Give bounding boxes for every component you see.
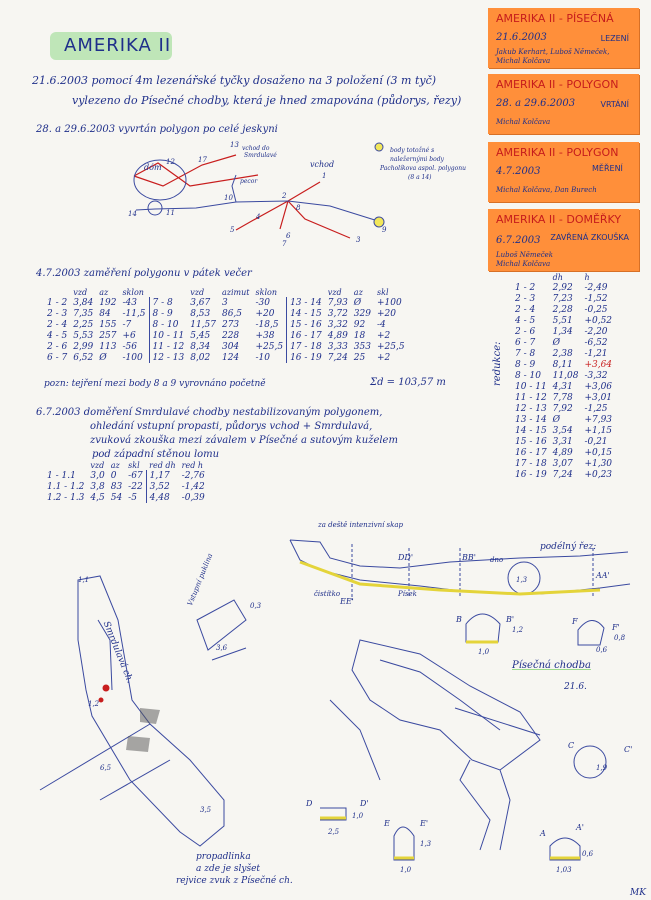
table-cell: -10: [255, 352, 270, 363]
table-cell: 113: [99, 341, 117, 352]
table-cell: 1 - 2: [515, 282, 536, 293]
note-title: AMERIKA II - PÍSEČNÁ: [496, 12, 614, 25]
table-cell: 3: [221, 297, 228, 308]
table-cell: 16 - 17: [515, 447, 547, 458]
table-header: az: [353, 288, 363, 297]
s3-line: pod západní stěnou lomu: [92, 449, 220, 460]
table-cell: 7,35: [73, 308, 94, 319]
table-cell: 4 - 5: [47, 330, 68, 341]
table-cell: 8,11: [552, 359, 573, 370]
table-cell: 3,0: [90, 470, 105, 481]
table-cell: 15 - 16: [515, 436, 547, 447]
note-type: LEZENÍ: [600, 34, 629, 43]
table-cell: 228: [221, 330, 240, 341]
svg-text:EE': EE': [340, 597, 354, 606]
table-cell: +2: [376, 352, 391, 363]
svg-text:0,6: 0,6: [582, 850, 594, 858]
svg-text:1,0: 1,0: [400, 866, 412, 874]
table-cell: 8,53: [190, 308, 211, 319]
table-header: sklon: [122, 288, 144, 297]
table-cell: 4,5: [90, 492, 105, 503]
table-cell: Ø: [353, 297, 362, 308]
table-header: vzd: [190, 288, 205, 297]
svg-text:11: 11: [166, 209, 175, 217]
svg-text:A: A: [540, 829, 546, 838]
note-date: 28. a 29.6.2003: [496, 98, 576, 109]
svg-text:2: 2: [282, 192, 287, 200]
svg-text:F': F': [612, 623, 620, 632]
table-cell: 2,99: [73, 341, 94, 352]
svg-text:naležernými body: naležernými body: [390, 156, 444, 163]
table-header: dh: [552, 273, 563, 282]
table-cell: 124: [221, 352, 240, 363]
table-header: skl: [128, 461, 140, 470]
table-cell: 6,52: [73, 352, 94, 363]
svg-text:DD': DD': [398, 553, 414, 562]
table-cell: 2,28: [552, 304, 573, 315]
table-cell: Ø: [552, 414, 561, 425]
table-header: h: [584, 273, 590, 282]
table-cell: 4 - 5: [515, 315, 536, 326]
table-cell: 16 - 19: [515, 469, 547, 480]
table-cell: 4,48: [146, 492, 179, 503]
table-cell: 3,32: [327, 319, 348, 330]
svg-text:body totožné s: body totožné s: [390, 147, 435, 154]
table-cell: +25,5: [376, 341, 405, 352]
table-header: azimut: [221, 288, 250, 297]
table-cell: -2,49: [584, 282, 608, 293]
table-cell: 18: [353, 330, 366, 341]
table-cell: 11,08: [552, 370, 579, 381]
svg-text:9: 9: [382, 226, 387, 234]
pisek-label: Písek: [398, 590, 417, 598]
table-header: vzd: [73, 288, 88, 297]
svg-text:B': B': [506, 615, 515, 624]
survey-sum: Σd = 103,57 m: [370, 377, 446, 388]
svg-text:C: C: [568, 741, 575, 750]
table-cell: 3,07: [552, 458, 573, 469]
table-cell: 13 - 14: [515, 414, 547, 425]
svg-text:6: 6: [286, 232, 291, 240]
svg-text:F: F: [572, 617, 578, 626]
svg-text:Smrdulavé: Smrdulavé: [244, 152, 277, 159]
svg-text:1,2: 1,2: [88, 700, 100, 708]
table-cell: Ø: [552, 337, 561, 348]
table-cell: 25: [353, 352, 366, 363]
table-cell: 1.1 - 1.2: [47, 481, 85, 492]
table-header: red h: [181, 461, 204, 470]
propadlinka-line: a zde je slyšet: [196, 864, 261, 874]
svg-text:0,3: 0,3: [250, 602, 262, 610]
pisecna-date: 21.6.: [564, 682, 587, 692]
table-cell: 7,24: [552, 469, 573, 480]
svg-text:vchod do: vchod do: [242, 145, 270, 152]
table-cell: +1,30: [584, 458, 613, 469]
svg-text:BB': BB': [462, 553, 476, 562]
table-cell: -1,42: [181, 481, 205, 492]
table-cell: 11,57: [190, 319, 216, 330]
table-cell: 329: [353, 308, 371, 319]
table-cell: 4,89: [552, 447, 573, 458]
svg-text:A': A': [576, 823, 584, 832]
table-cell: +25,5: [255, 341, 284, 352]
table-cell: 2,92: [552, 282, 573, 293]
svg-text:12: 12: [166, 158, 175, 166]
table-cell: 8 - 10: [515, 370, 541, 381]
table-cell: -0,21: [584, 436, 608, 447]
table-cell: -22: [128, 481, 143, 492]
note-people: Michal Kolčava: [496, 57, 551, 65]
table-cell: 2 - 4: [47, 319, 68, 330]
table-cell: 1.2 - 1.3: [47, 492, 85, 503]
table-cell: 3,8: [90, 481, 105, 492]
svg-text:1,9: 1,9: [596, 764, 608, 772]
table-cell: 7,93: [327, 297, 348, 308]
table-cell: 7 - 8: [515, 348, 536, 359]
note-people: Michal Kolčava: [496, 260, 551, 268]
reduce-label: redukce:: [492, 341, 503, 386]
svg-text:1,3: 1,3: [516, 576, 528, 584]
note-people: Michal Kolčava, Dan Burech: [496, 186, 597, 194]
table-cell: 5,53: [73, 330, 94, 341]
svg-text:14: 14: [128, 210, 137, 218]
table-cell: -18,5: [255, 319, 279, 330]
table-cell: -1,52: [584, 293, 608, 304]
table-cell: -0,25: [584, 304, 608, 315]
table-header: vzd: [90, 461, 105, 470]
svg-text:1,0: 1,0: [478, 648, 490, 656]
svg-text:17: 17: [198, 156, 207, 164]
table-cell: 10 - 11: [149, 330, 187, 341]
survey-heading: 4.7.2003 zaměření polygonu v pátek večer: [36, 268, 252, 279]
svg-text:13: 13: [230, 141, 239, 149]
dno-label: dno: [490, 556, 504, 564]
svg-text:1: 1: [322, 172, 327, 180]
table-cell: -1,21: [584, 348, 608, 359]
table-cell: 7,23: [552, 293, 573, 304]
note-date: 4.7.2003: [496, 166, 541, 177]
table-cell: +20: [255, 308, 275, 319]
table-cell: 13 - 14: [287, 297, 325, 308]
table-cell: 6 - 7: [47, 352, 68, 363]
table-cell: -100: [122, 352, 143, 363]
table-cell: 14 - 15: [515, 425, 547, 436]
table-cell: -2,20: [584, 326, 608, 337]
svg-text:1,3: 1,3: [420, 840, 432, 848]
table-cell: +6: [122, 330, 136, 341]
svg-text:0,6: 0,6: [596, 646, 608, 654]
table-cell: +0,15: [584, 447, 613, 458]
table-cell: 8,02: [190, 352, 211, 363]
table-cell: 83: [110, 481, 123, 492]
table-cell: 8 - 9: [515, 359, 536, 370]
table-cell: +1,15: [584, 425, 613, 436]
table-header: skl: [376, 288, 389, 297]
svg-text:B: B: [456, 615, 462, 624]
svg-text:3,6: 3,6: [216, 644, 228, 652]
svg-text:Pacholíkova aspol. polygonu: Pacholíkova aspol. polygonu: [380, 165, 466, 172]
table-cell: 84: [99, 308, 111, 319]
note-people: Jakub Kerhart, Luboš Němeček,: [496, 48, 610, 56]
svg-text:AA': AA': [596, 571, 610, 580]
table-cell: 304: [221, 341, 240, 352]
propadlinka-line: propadlinka: [196, 852, 251, 862]
table-cell: 3,33: [327, 341, 348, 352]
table-cell: +0,52: [584, 315, 613, 326]
svg-text:vchod: vchod: [310, 160, 335, 169]
table-cell: 11 - 12: [149, 341, 187, 352]
table-cell: 155: [99, 319, 117, 330]
table-cell: 17 - 18: [515, 458, 547, 469]
svg-text:2,5: 2,5: [328, 828, 340, 836]
table-header: vzd: [327, 288, 342, 297]
table-cell: -6,52: [584, 337, 608, 348]
table-cell: -11,5: [122, 308, 146, 319]
svg-text:D': D': [360, 799, 369, 808]
table-cell: 4,89: [327, 330, 348, 341]
svg-text:5: 5: [230, 226, 235, 234]
table-cell: -7: [122, 319, 132, 330]
table-cell: 12 - 13: [515, 403, 547, 414]
vstupni-label: Vstupní puklina: [186, 552, 215, 607]
table-cell: -30: [255, 297, 270, 308]
table-header: az: [110, 461, 120, 470]
table-cell: 7,92: [552, 403, 573, 414]
table-cell: 7,78: [552, 392, 573, 403]
svg-text:1,03: 1,03: [556, 866, 572, 874]
table-cell: -56: [122, 341, 137, 352]
svg-text:6,5: 6,5: [100, 764, 112, 772]
table-header: sklon: [255, 288, 277, 297]
table-cell: +0,23: [584, 469, 613, 480]
note-type: VRTÁNÍ: [600, 100, 629, 109]
note-date: 21.6.2003: [496, 32, 547, 43]
table-cell: 2 - 6: [515, 326, 536, 337]
svg-text:E': E': [420, 819, 429, 828]
table-cell: -2,76: [181, 470, 205, 481]
table-cell: -5: [128, 492, 137, 503]
svg-text:1,1: 1,1: [78, 576, 90, 584]
svg-text:C': C': [624, 745, 633, 754]
cistitko-label: čistítko: [314, 590, 341, 598]
table-cell: +3,06: [584, 381, 613, 392]
signature: MK: [630, 888, 646, 898]
table-cell: 10 - 11: [515, 381, 547, 392]
table-cell: 353: [353, 341, 371, 352]
table-cell: 16 - 17: [287, 330, 325, 341]
svg-text:pecor: pecor: [240, 178, 258, 185]
table-cell: -67: [128, 470, 143, 481]
smrdulava-label: Smrdulavá ch.: [100, 620, 135, 685]
table-cell: -43: [122, 297, 137, 308]
za-desti-label: za deště intenzivní skap: [318, 521, 404, 529]
table-cell: 2 - 3: [47, 308, 68, 319]
table-cell: 192: [99, 297, 117, 308]
table-cell: 5,45: [190, 330, 211, 341]
survey-note: pozn: tejření mezi body 8 a 9 vyrovnáno početně: [44, 379, 266, 389]
intro-line: vylezeno do Písečné chodby, která je hned zmapována (půdorys, řezy): [72, 94, 462, 107]
note-people: Michal Kolčava: [496, 118, 551, 126]
table-cell: 2 - 4: [515, 304, 536, 315]
table-cell: 17 - 18: [287, 341, 325, 352]
table-cell: 3,72: [327, 308, 348, 319]
table-cell: 2 - 3: [515, 293, 536, 304]
svg-text:D: D: [306, 799, 313, 808]
table-cell: +2: [376, 330, 391, 341]
table-cell: -4: [376, 319, 386, 330]
table-cell: 2 - 6: [47, 341, 68, 352]
table-cell: 3,54: [552, 425, 573, 436]
svg-text:4: 4: [256, 213, 261, 221]
table-cell: Ø: [99, 352, 107, 363]
table-cell: 2,38: [552, 348, 573, 359]
note-title: AMERIKA II - POLYGON: [496, 146, 619, 159]
svg-text:7: 7: [282, 240, 287, 248]
table-cell: 4,31: [552, 381, 573, 392]
table-cell: 273: [221, 319, 240, 330]
svg-text:3,5: 3,5: [200, 806, 212, 814]
table-header: red dh: [149, 461, 176, 470]
table-cell: 14 - 15: [287, 308, 325, 319]
table-cell: -3,32: [584, 370, 608, 381]
table-cell: 8,34: [190, 341, 211, 352]
table-cell: 257: [99, 330, 117, 341]
note-title: AMERIKA II - DOMĚŘKY: [496, 213, 622, 226]
svg-text:10: 10: [224, 194, 233, 202]
table-cell: 7 - 8: [149, 297, 187, 308]
table-cell: +38: [255, 330, 275, 341]
s3-line: 6.7.2003 doměření Smrdulavé chodby nestabilizovaným polygonem,: [36, 407, 383, 418]
note-type: MĚŘENÍ: [592, 164, 623, 173]
table-cell: 1,34: [552, 326, 573, 337]
table-cell: -1,25: [584, 403, 608, 414]
table-cell: 54: [110, 492, 123, 503]
svg-text:3: 3: [356, 236, 361, 244]
table-header: az: [99, 288, 109, 297]
s3-line: ohledání vstupní propasti, půdorys vchod + Smrdulavá,: [90, 421, 373, 432]
s3-line: zvuková zkouška mezi závalem v Písečné a sutovým kuželem: [90, 435, 398, 446]
table-cell: -0,39: [181, 492, 205, 503]
polygon-heading: 28. a 29.6.2003 vyvrtán polygon po celé jeskyni: [36, 124, 278, 135]
table-cell: 3,84: [73, 297, 94, 308]
table-cell: 16 - 19: [287, 352, 325, 363]
table-cell: 5,51: [552, 315, 573, 326]
sketch-label: dóm: [144, 163, 162, 172]
page-title: AMERIKA II: [64, 35, 172, 56]
pisecna-label: Písečná chodba: [512, 660, 591, 671]
table-cell: 11 - 12: [515, 392, 547, 403]
table-cell: 2,25: [73, 319, 94, 330]
table-cell: 15 - 16: [287, 319, 325, 330]
table-cell: 3,52: [146, 481, 179, 492]
table-cell: 86,5: [221, 308, 243, 319]
intro-line: 21.6.2003 pomocí 4m lezenářské tyčky dosaženo na 3 položení (3 m tyč): [32, 74, 437, 87]
svg-text:8: 8: [296, 204, 301, 212]
table-cell: 12 - 13: [149, 352, 187, 363]
svg-text:0,8: 0,8: [614, 634, 626, 642]
svg-text:E: E: [384, 819, 390, 828]
table-cell: +7,93: [584, 414, 613, 425]
table-cell: +3,01: [584, 392, 613, 403]
table-cell: 3,31: [552, 436, 573, 447]
svg-text:1,0: 1,0: [352, 812, 364, 820]
table-cell: 7,24: [327, 352, 348, 363]
table-cell: 1 - 1.1: [47, 470, 76, 481]
podelny-label: podélný řez:: [540, 542, 597, 552]
table-cell: 92: [353, 319, 366, 330]
table-cell: 3,67: [190, 297, 211, 308]
note-date: 6.7.2003: [496, 235, 541, 246]
table-cell: 0: [110, 470, 117, 481]
svg-text:1,2: 1,2: [512, 626, 524, 634]
svg-text:(8 a 14): (8 a 14): [408, 174, 432, 181]
note-type: ZAVŘENÁ ZKOUŠKA: [550, 233, 629, 242]
table-cell: 1 - 2: [47, 297, 68, 308]
note-people: Luboš Němeček: [496, 251, 554, 259]
note-title: AMERIKA II - POLYGON: [496, 78, 619, 91]
table-cell: +3,64: [584, 359, 613, 370]
table-cell: 6 - 7: [515, 337, 536, 348]
propadlinka-line: rejvice zvuk z Písečné ch.: [176, 876, 293, 886]
table-cell: 1,17: [146, 470, 179, 481]
table-cell: +20: [376, 308, 396, 319]
table-cell: 8 - 9: [149, 308, 187, 319]
table-cell: 8 - 10: [149, 319, 187, 330]
table-cell: +100: [376, 297, 402, 308]
